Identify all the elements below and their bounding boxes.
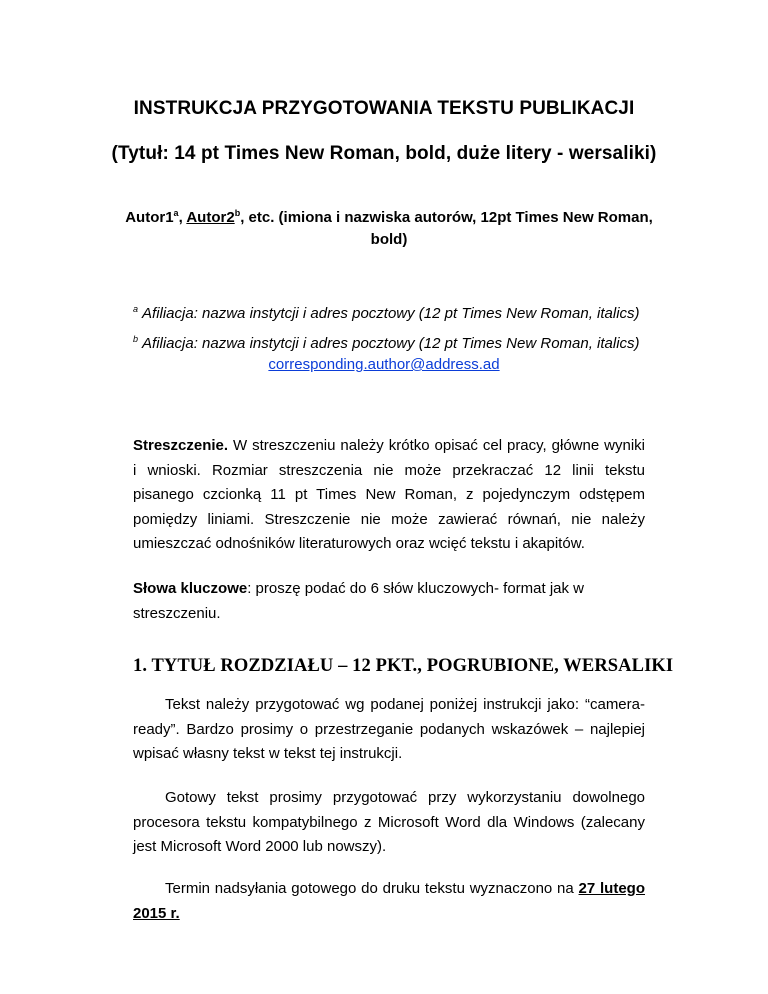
author-1: Autor1 <box>125 209 174 226</box>
abstract-paragraph <box>133 434 645 557</box>
author-separator: , <box>178 209 187 226</box>
corresponding-email-link[interactable]: corresponding.author@address.ad <box>268 356 500 373</box>
affiliation-b <box>133 333 653 355</box>
keywords-text: : proszę podać do 6 słów kluczowych- format jak w streszczeniu. <box>133 580 585 622</box>
affiliation-a-text: Afiliacja: nazwa instytcji i adres pocztowy (12 pt Times New Roman, italics) <box>142 305 640 322</box>
author-2: Autor2 <box>186 209 235 226</box>
section-heading: 1. TYTUŁ ROZDZIAŁU – 12 PKT., POGRUBIONE, WERSALIKI <box>133 656 674 676</box>
affiliation-b-text: Afiliacja: nazwa instytcji i adres pocztowy (12 pt Times New Roman, italics) <box>142 335 640 352</box>
section-paragraph-2: Gotowy tekst prosimy przygotować przy wykorzystaniu dowolnego procesora tekstu kompatybilnego z Microsoft Word dla Windows (zalecany jest Microsoft Word 2000 lub nowszy). <box>133 789 645 855</box>
document-title-note: (Tytuł: 14 pt Times New Roman, bold, duże litery - wersaliki) <box>111 143 657 164</box>
affiliation-b-mark: b <box>133 334 139 344</box>
deadline-date: 27 lutego 2015 r. <box>133 880 645 922</box>
section-paragraph-3 <box>133 877 645 926</box>
author-list <box>125 207 653 251</box>
deadline-text: Termin nadsyłania gotowego do druku tekstu wyznaczono na <box>165 880 579 897</box>
author-2-affiliation-mark: b <box>234 208 241 218</box>
affiliation-a-mark: a <box>133 304 139 314</box>
document-title: INSTRUKCJA PRZYGOTOWANIA TEKSTU PUBLIKACJI <box>133 98 635 119</box>
abstract-label: Streszczenie. <box>133 437 229 454</box>
author-1-affiliation-mark: a <box>173 208 179 218</box>
author-list-note-end: bold) <box>370 231 408 248</box>
affiliation-a <box>133 303 653 325</box>
author-list-note: , etc. (imiona i nazwiska autorów, 12pt Times New Roman, <box>240 209 653 226</box>
keywords-paragraph <box>133 576 645 626</box>
keywords-label: Słowa kluczowe <box>133 580 248 597</box>
abstract-text: W streszczeniu należy krótko opisać cel pracy, główne wyniki i wnioski. Rozmiar streszczenia nie może przekraczać 12 linii tekstu pisanego czcionką 11 pt Times New Roman, z pojedynczym odstępem pomiędzy liniami. Streszczenie nie może zawierać równań, nie należy umieszczać odnośników literaturowych oraz wcięć tekstu i akapitów. <box>133 437 645 552</box>
section-paragraph-1: Tekst należy przygotować wg podanej poniżej instrukcji jako: “camera-ready”. Bardzo prosimy o przestrzeganie podanych wskazówek – najlepiej wpisać własny tekst w tekst tej instrukcji. <box>133 696 645 762</box>
